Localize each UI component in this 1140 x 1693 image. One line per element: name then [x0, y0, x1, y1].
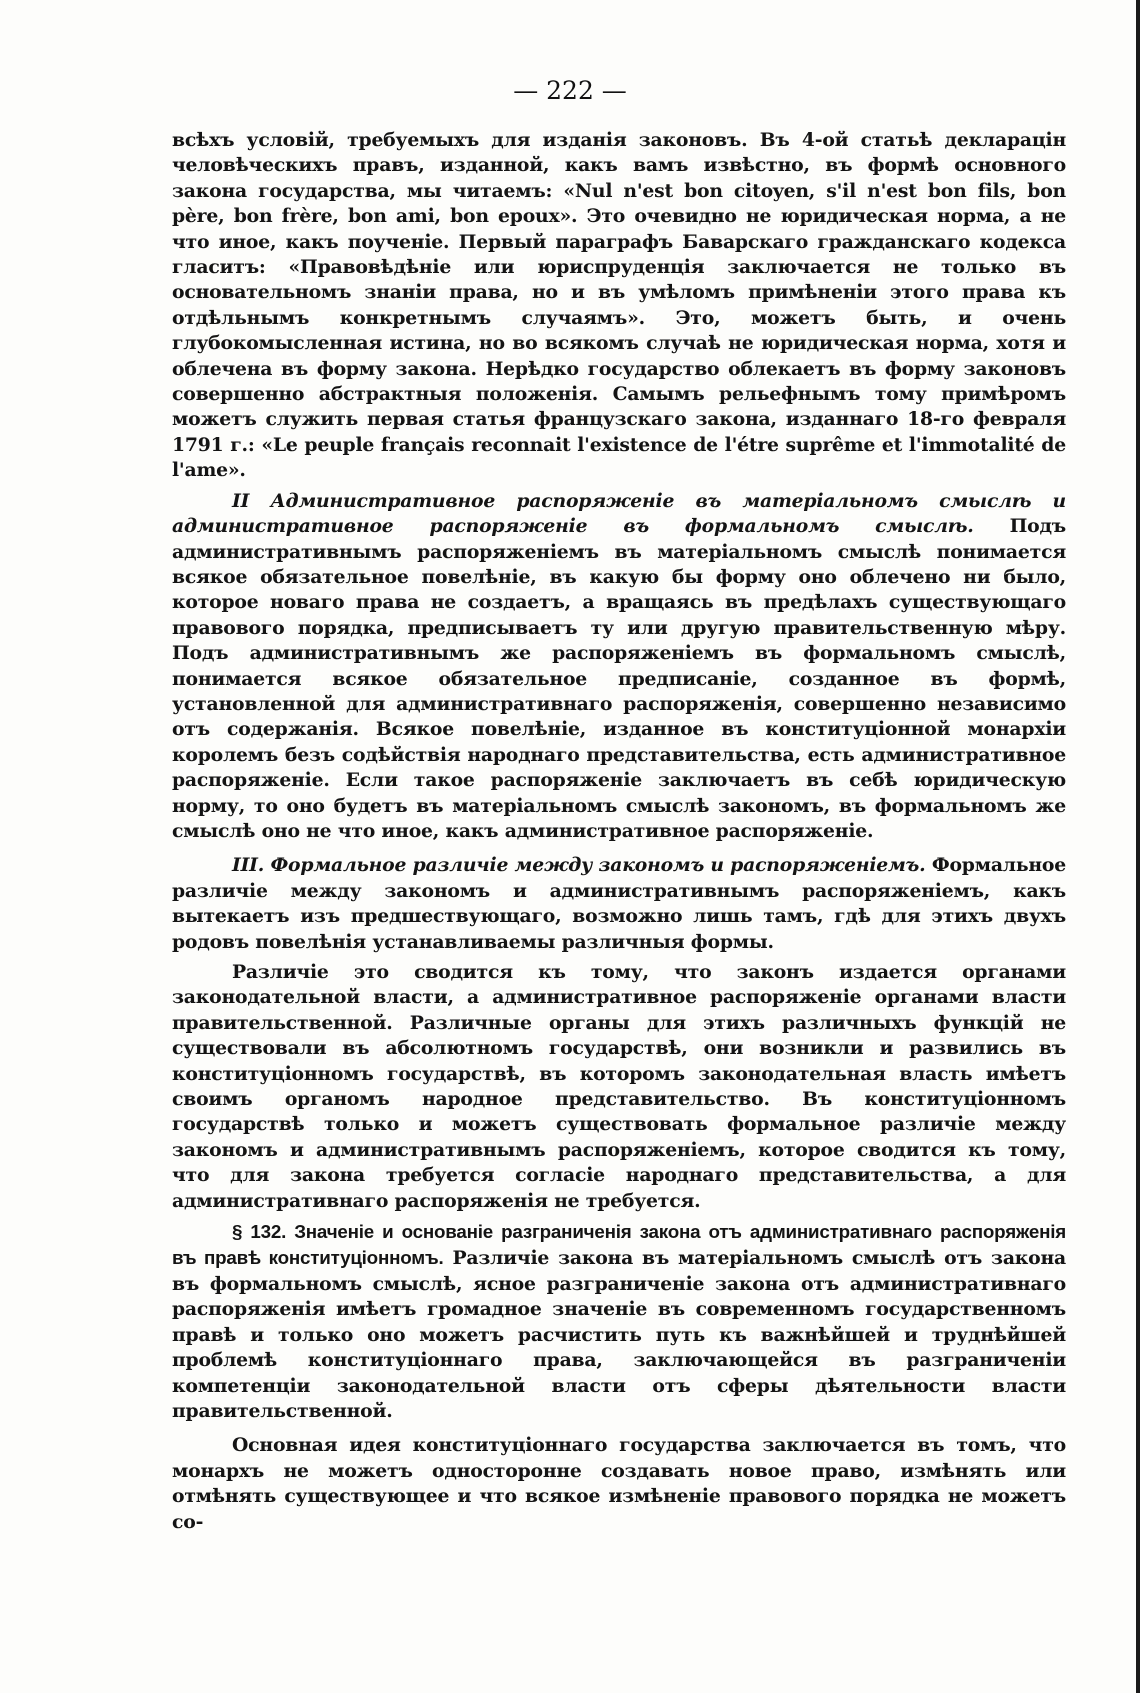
- section-heading-ii: II Административное распоряженіе въ матеріальномъ смыслѣ и административное распоряженіе въ формальномъ смыслѣ.: [172, 489, 1066, 538]
- paragraph-difference-reduces: Различіе это сводится къ тому, что законъ издается органами законодательной власти, а административное распоряженіе органами власти правительственной. Различные органы для этихъ различныхъ функцій не существовали въ абсолютномъ государствѣ, они возникли и развились въ конституціонномъ государствѣ, въ которомъ законодательная власть имѣетъ своимъ органомъ народное представительство. Въ конституціонномъ государствѣ только и можетъ существовать формальное различіе между закономъ и административнымъ распоряженіемъ, которое сводится къ тому, что для закона требуется согласіе народнаго представительства, а для административнаго распоряженія не требуется.: [172, 961, 1066, 1212]
- page-number: — 222 —: [513, 76, 627, 105]
- page-binding-edge: [1136, 0, 1140, 1693]
- paragraph-body: Подъ административнымъ распоряженіемъ въ матеріальномъ смыслѣ понимается всякое обязательное повелѣніе, въ какую бы форму оно облечено ни было, которое новаго права не создаетъ, а вращаясь въ предѣлахъ существующаго правового порядка, предписываетъ ту или другую правительственную мѣру. Подъ административнымъ же распоряженіемъ въ формальномъ смыслѣ, понимается всякое обязательное предписаніе, созданное въ формѣ, установленной для административнаго распоряженія, совершенно независимо отъ содержанія. Всякое повелѣніе, изданное въ конституціонной монархіи королемъ безъ содѣйствія народнаго представительства, есть административное распоряженіе. Если такое распоряженіе заключаетъ въ себѣ юридическую норму, то оно будетъ въ матеріальномъ смыслѣ закономъ, въ формальномъ же смыслѣ оно не что иное, какъ административное распоряженіе.: [172, 515, 1066, 842]
- paragraph-body: Различіе закона въ матеріальномъ смыслѣ отъ закона въ формальномъ смыслѣ, ясное разграниченіе закона отъ административнаго распоряженія имѣетъ громадное значеніе въ современномъ государственномъ правѣ и только оно можетъ расчистить путь къ важнѣйшей и труднѣйшей проблемѣ конституціоннаго права, заключающейся въ разграниченіи компетенціи законодательной власти отъ сферы дѣятельности власти правительственной.: [172, 1247, 1066, 1422]
- body-text: [172, 128, 1066, 1535]
- paragraph-continuation: всѣхъ условій, требуемыхъ для изданія законовъ. Въ 4-ой статьѣ декларацін человѣческихъ правъ, изданной, какъ вамъ извѣстно, въ формѣ основного закона государства, мы читаемъ: «Nul n'est bon citoyen, s'il n'est bon fils, bon père, bon frère, bon ami, bon epoux». Это очевидно не юридическая норма, а не что иное, какъ поученіе. Первый параграфъ Баварскаго гражданскаго кодекса гласитъ: «Правовѣдѣніе или юриспруденція заключается не только въ основательномъ знаніи права, но и въ умѣломъ примѣненіи этого права къ отдѣльнымъ конкретнымъ случаямъ». Это, можетъ быть, и очень глубокомысленная истина, но во всякомъ случаѣ не юридическая норма, хотя и облечена въ форму закона. Нерѣдко государство облекаетъ въ форму законовъ совершенно абстрактныя положенія. Самымъ рельефнымъ тому примѣромъ можетъ служить первая статья французскаго закона, изданнаго 18-го февраля 1791 г.: «Le peuple français reconnait l'existence de l'étre suprême et l'immotalité de l'ame».: [172, 129, 1066, 482]
- paragraph-body: Формальное различіе между закономъ и административнымъ распоряженіемъ, какъ вытекаетъ изъ предшествующаго, возможно лишь тамъ, гдѣ для этихъ двухъ родовъ повелѣнія устанавливаемы различныя формы.: [172, 854, 1067, 953]
- paragraph-formal-difference: [172, 853, 1066, 955]
- paragraph-main-idea: Основная идея конституціоннаго государства заключается въ томъ, что монархъ не можетъ односторонне создавать новое право, измѣнять или отмѣнять существующее и что всякое измѣненіе правового порядка не можетъ со-: [172, 1434, 1066, 1533]
- paragraph-section-132: [172, 1219, 1066, 1424]
- paragraph-administrative-order: [172, 489, 1066, 845]
- section-heading-iii: III. Формальное различіе между закономъ и распоряженіемъ.: [232, 854, 926, 877]
- section-heading-132: § 132. Значеніе и основаніе разграниченія закона отъ административнаго распоряженія въ правѣ конституціонномъ.: [172, 1221, 1066, 1269]
